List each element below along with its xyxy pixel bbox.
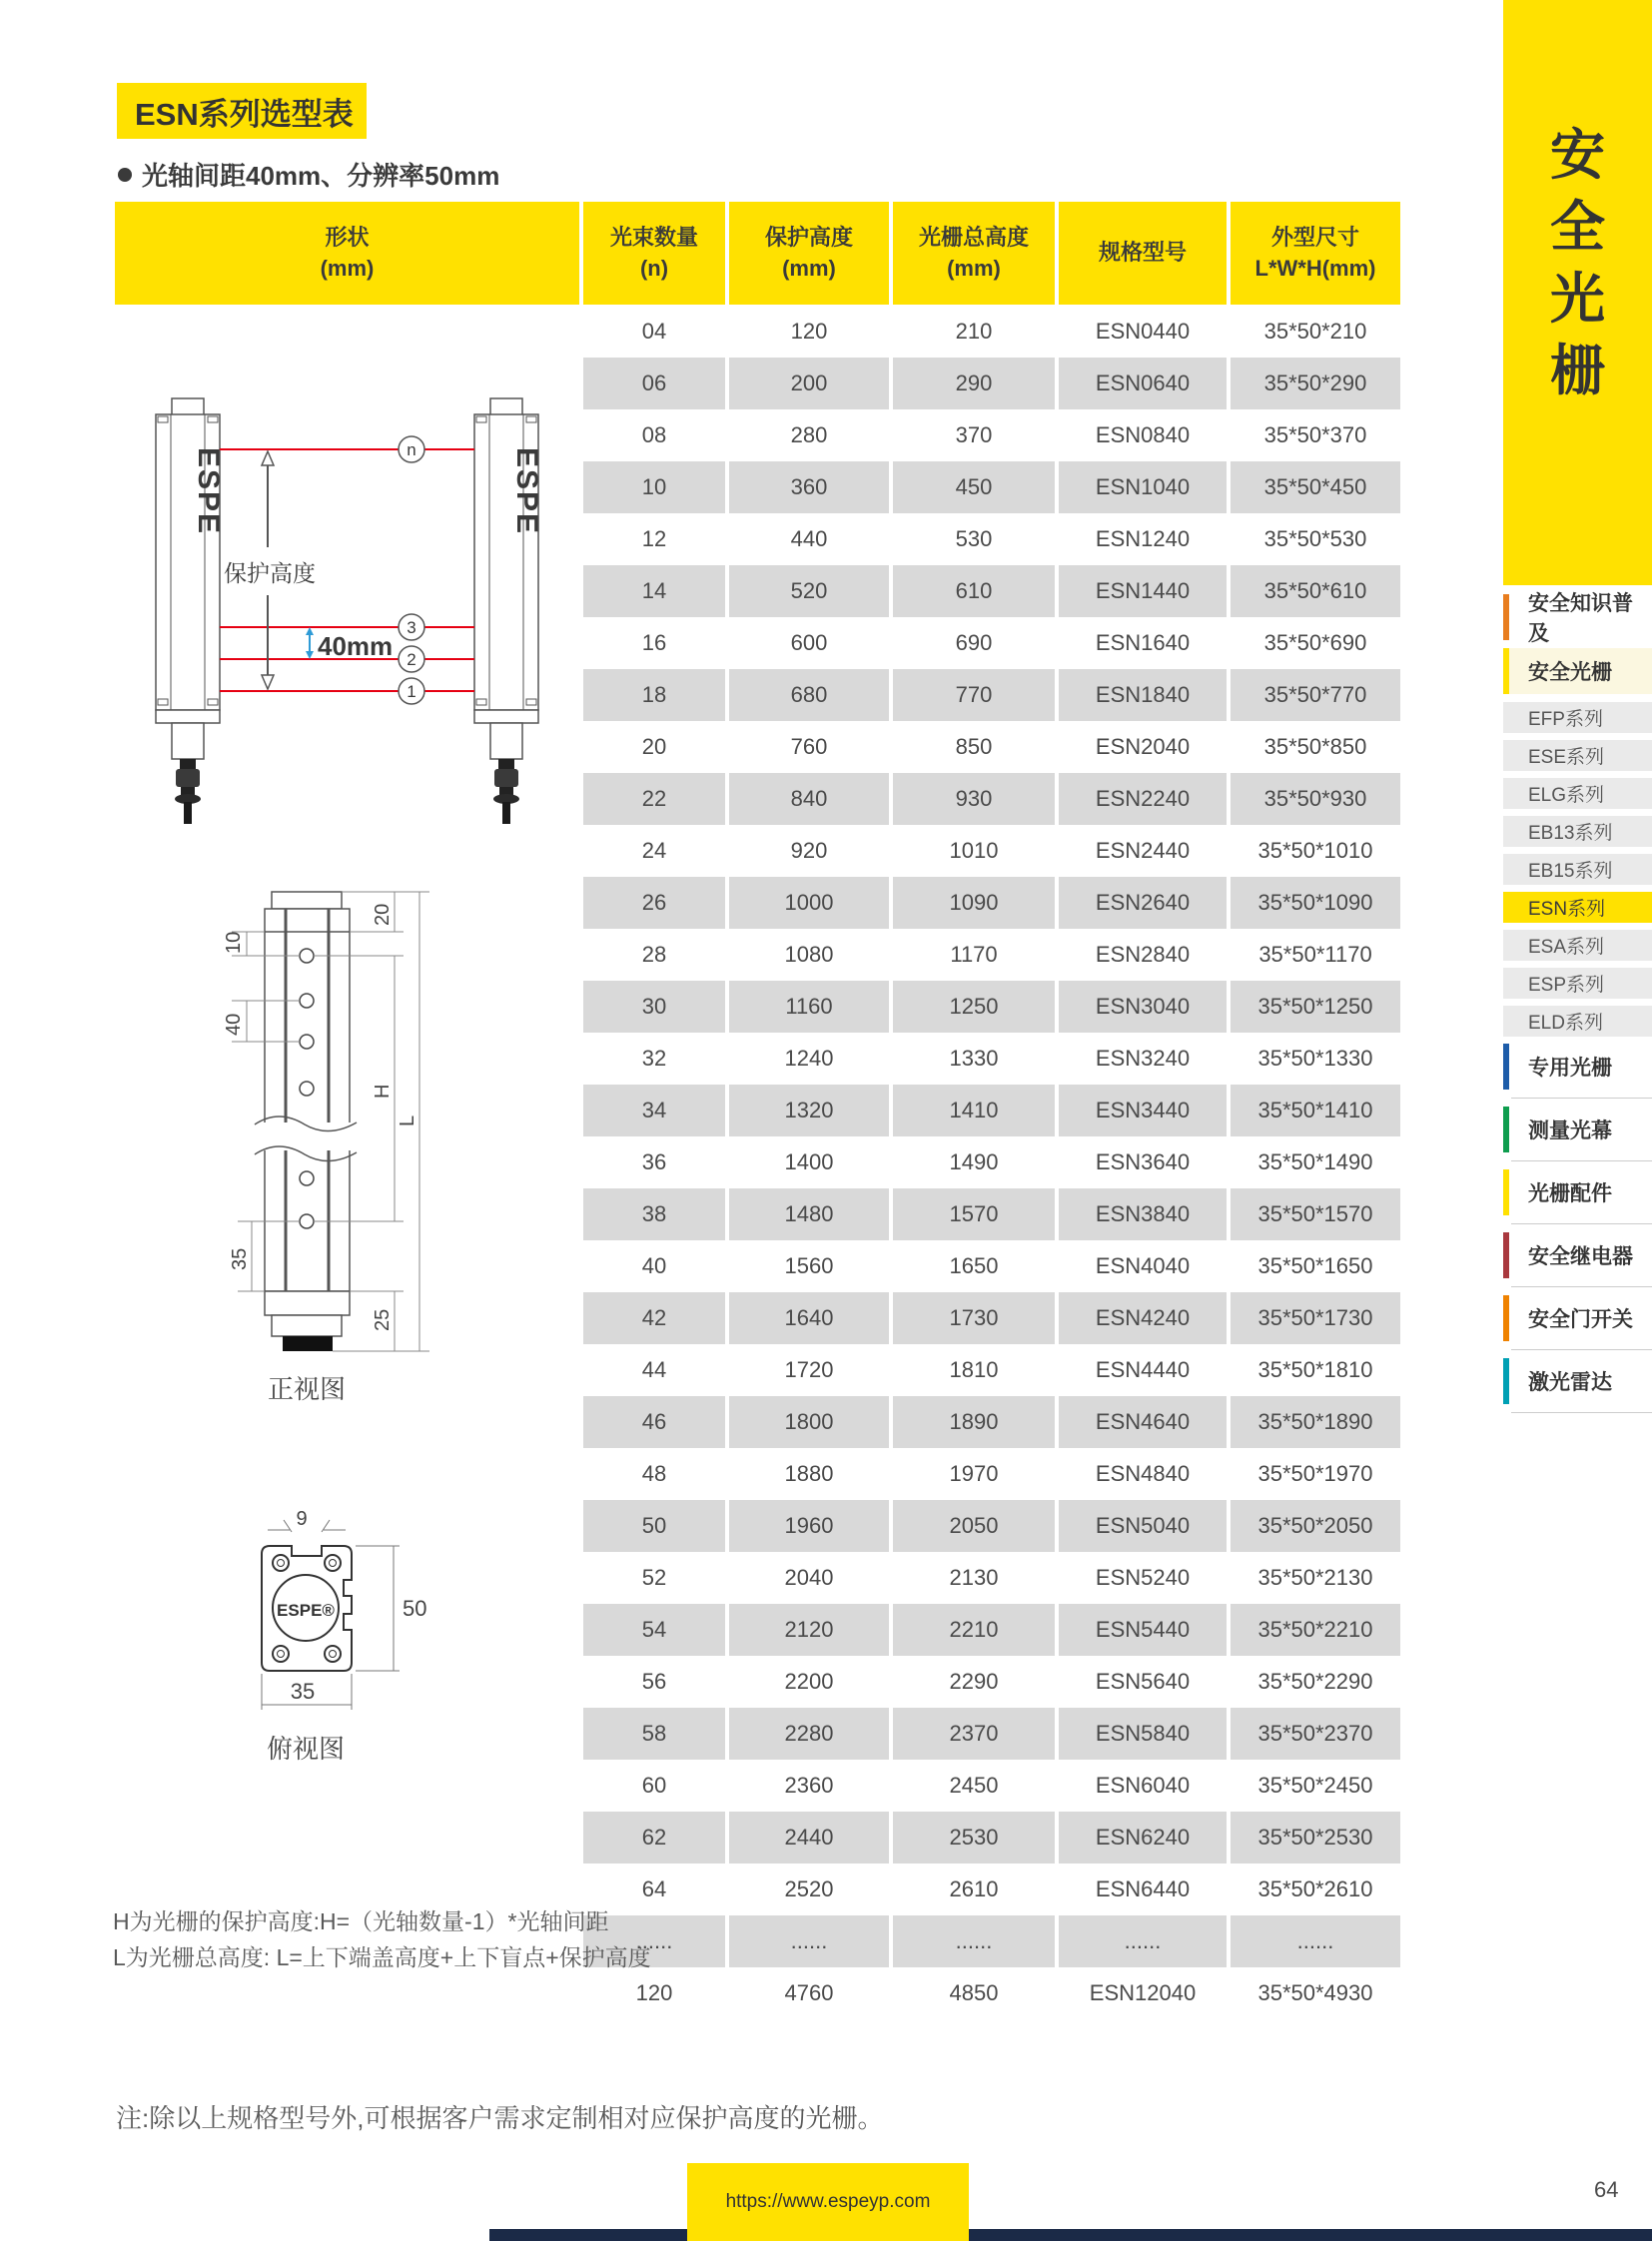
sidebar-item-激光雷达[interactable]	[1503, 1358, 1652, 1404]
table-cell: 840	[729, 773, 889, 825]
table-cell: ESN1040	[1059, 461, 1227, 513]
table-cell: 930	[893, 773, 1055, 825]
table-cell: 760	[729, 721, 889, 773]
table-cell: 52	[583, 1552, 725, 1604]
table-cell: 38	[583, 1188, 725, 1240]
table-cell: 1080	[729, 929, 889, 981]
table-cell: 04	[583, 306, 725, 358]
beam-circle-labels	[399, 436, 424, 704]
table-cell: 4850	[893, 1967, 1055, 2019]
table-cell: 370	[893, 409, 1055, 461]
table-cell: 30	[583, 981, 725, 1033]
table-cell: 35*50*1410	[1231, 1085, 1400, 1136]
table-cell: 48	[583, 1448, 725, 1500]
table-cell: 35*50*2130	[1231, 1552, 1400, 1604]
beam-label-3: 3	[407, 618, 416, 637]
front-view-label: 正视图	[267, 1374, 347, 1404]
table-cell: 16	[583, 617, 725, 669]
sidebar-divider	[1511, 1223, 1652, 1224]
table-cell: ESN4840	[1059, 1448, 1227, 1500]
table-cell: 14	[583, 565, 725, 617]
table-cell: 35*50*210	[1231, 306, 1400, 358]
table-cell: 2130	[893, 1552, 1055, 1604]
table-cell: 1960	[729, 1500, 889, 1552]
table-header-col-1: 光束数量 (n)	[583, 202, 725, 305]
table-cell: ESN2240	[1059, 773, 1227, 825]
table-cell: ESN4240	[1059, 1292, 1227, 1344]
table-cell: 42	[583, 1292, 725, 1344]
sidebar-item-安全继电器[interactable]	[1503, 1232, 1652, 1278]
table-cell: 60	[583, 1760, 725, 1812]
table-cell: 54	[583, 1604, 725, 1656]
table-header-col-2: 保护高度 (mm)	[729, 202, 889, 305]
dim-40: 40	[223, 1013, 245, 1036]
dim-35: 35	[229, 1247, 251, 1270]
table-cell: 920	[729, 825, 889, 877]
table-cell: ESN3640	[1059, 1136, 1227, 1188]
table-cell: 35*50*530	[1231, 513, 1400, 565]
table-cell: 520	[729, 565, 889, 617]
table-cell: 1560	[729, 1240, 889, 1292]
table-cell: 2530	[893, 1812, 1055, 1864]
table-cell: ......	[1231, 1915, 1400, 1967]
sidebar-accent-bar	[1503, 1232, 1509, 1278]
sidebar-item-label: 激光雷达	[1528, 1371, 1612, 1394]
table-cell: 35*50*930	[1231, 773, 1400, 825]
dim-H: H	[372, 1084, 394, 1099]
table-cell: ESN4440	[1059, 1344, 1227, 1396]
table-cell: 35*50*2610	[1231, 1864, 1400, 1915]
sidebar-accent-bar	[1503, 1295, 1509, 1341]
table-cell: ESN1240	[1059, 513, 1227, 565]
top-view-logo: ESPE®	[277, 1601, 335, 1620]
table-header-col-3: 光栅总高度 (mm)	[893, 202, 1055, 305]
table-cell: ESN5640	[1059, 1656, 1227, 1708]
table-cell: ......	[729, 1915, 889, 1967]
table-cell: 35*50*450	[1231, 461, 1400, 513]
table-cell: 35*50*290	[1231, 358, 1400, 409]
table-cell: 2050	[893, 1500, 1055, 1552]
table-cell: ESN0440	[1059, 306, 1227, 358]
table-cell: ESN1440	[1059, 565, 1227, 617]
beam-label-n: n	[407, 440, 416, 459]
sidebar-item-label: 测量光幕	[1528, 1120, 1612, 1142]
table-cell: 1090	[893, 877, 1055, 929]
table-cell: 26	[583, 877, 725, 929]
table-cell: 290	[893, 358, 1055, 409]
table-cell: 2200	[729, 1656, 889, 1708]
sidebar-accent-bar	[1503, 648, 1509, 694]
sidebar-item-label: EB13系列	[1528, 823, 1613, 844]
table-cell: 28	[583, 929, 725, 981]
table-cell: 08	[583, 409, 725, 461]
sidebar-item-label: ESA系列	[1528, 937, 1605, 958]
table-cell: 850	[893, 721, 1055, 773]
footer-url-box	[687, 2163, 969, 2241]
sidebar-item-label: 安全光栅	[1528, 661, 1612, 684]
table-cell: 44	[583, 1344, 725, 1396]
table-cell: 22	[583, 773, 725, 825]
table-cell: 36	[583, 1136, 725, 1188]
beam-label-2: 2	[407, 650, 416, 669]
sidebar-accent-bar	[1503, 594, 1509, 640]
table-cell: 35*50*2290	[1231, 1656, 1400, 1708]
sidebar-divider	[1511, 1098, 1652, 1099]
beam-label-1: 1	[407, 682, 416, 701]
table-cell: 35*50*2370	[1231, 1708, 1400, 1760]
table-cell: ESN2840	[1059, 929, 1227, 981]
table-cell: 1890	[893, 1396, 1055, 1448]
table-cell: 1320	[729, 1085, 889, 1136]
sidebar-item-label: ESP系列	[1528, 975, 1605, 996]
bottom-note: 注:除以上规格型号外,可根据客户需求定制相对应保护高度的光栅。	[116, 2103, 884, 2133]
table-cell: ESN6240	[1059, 1812, 1227, 1864]
table-cell: 18	[583, 669, 725, 721]
table-cell: 35*50*850	[1231, 721, 1400, 773]
sidebar-item-专用光栅[interactable]	[1503, 1044, 1652, 1090]
table-cell: ......	[583, 1915, 725, 1967]
sidebar-item-EB15系列[interactable]	[1503, 854, 1652, 885]
subtitle-bullet-line	[118, 156, 499, 193]
table-cell: 1240	[729, 1033, 889, 1085]
sidebar-item-ELD系列[interactable]	[1503, 1006, 1652, 1037]
dim-10: 10	[223, 931, 245, 954]
table-cell: 450	[893, 461, 1055, 513]
dim-25: 25	[372, 1308, 394, 1331]
sidebar-item-ESA系列[interactable]	[1503, 930, 1652, 961]
sidebar-item-label: 安全继电器	[1528, 1245, 1633, 1268]
table-cell: 530	[893, 513, 1055, 565]
sidebar-item-安全知识普及[interactable]	[1503, 592, 1652, 645]
table-cell: 1250	[893, 981, 1055, 1033]
sidebar-item-EFP系列[interactable]	[1503, 702, 1652, 733]
table-cell: 770	[893, 669, 1055, 721]
table-cell: 62	[583, 1812, 725, 1864]
table-cell: ESN4040	[1059, 1240, 1227, 1292]
table-cell: 10	[583, 461, 725, 513]
table-cell: 280	[729, 409, 889, 461]
table-cell: 40	[583, 1240, 725, 1292]
subtitle-text: 光轴间距40mm、分辨率50mm	[142, 161, 500, 191]
table-cell: ......	[893, 1915, 1055, 1967]
sidebar-item-label: ELG系列	[1528, 785, 1605, 806]
table-cell: 35*50*370	[1231, 409, 1400, 461]
sidebar-banner	[1503, 0, 1652, 585]
table-cell: 35*50*1650	[1231, 1240, 1400, 1292]
table-cell: 1330	[893, 1033, 1055, 1085]
page-title-text: ESN系列选型表	[135, 96, 354, 132]
table-cell: ESN1640	[1059, 617, 1227, 669]
sidebar-item-label: 光栅配件	[1528, 1182, 1612, 1205]
table-cell: 1640	[729, 1292, 889, 1344]
sidebar-item-ESN系列[interactable]	[1503, 892, 1652, 923]
table-cell: 2120	[729, 1604, 889, 1656]
beam-diagram	[90, 389, 559, 869]
note-h: H为光栅的保护高度:H=（光轴数量-1）*光轴间距	[113, 1908, 609, 1934]
dim-L: L	[397, 1115, 418, 1126]
table-cell: 4760	[729, 1967, 889, 2019]
table-cell: ESN5440	[1059, 1604, 1227, 1656]
table-cell: 35*50*1330	[1231, 1033, 1400, 1085]
table-cell: 35*50*1730	[1231, 1292, 1400, 1344]
sidebar-banner-char: 栅	[1549, 340, 1605, 401]
table-cell: ESN5240	[1059, 1552, 1227, 1604]
table-cell: 2210	[893, 1604, 1055, 1656]
table-cell: ESN0840	[1059, 409, 1227, 461]
table-cell: 35*50*1970	[1231, 1448, 1400, 1500]
table-cell: ESN4640	[1059, 1396, 1227, 1448]
dim-50: 50	[403, 1596, 427, 1621]
table-cell: 2370	[893, 1708, 1055, 1760]
table-cell: 2360	[729, 1760, 889, 1812]
table-cell: 50	[583, 1500, 725, 1552]
table-cell: 35*50*1250	[1231, 981, 1400, 1033]
table-cell: 680	[729, 669, 889, 721]
table-cell: 35*50*1490	[1231, 1136, 1400, 1188]
table-cell: 12	[583, 513, 725, 565]
sidebar-item-label: EFP系列	[1528, 709, 1603, 730]
table-header-col-5: 外型尺寸 L*W*H(mm)	[1231, 202, 1400, 305]
table-cell: 35*50*1810	[1231, 1344, 1400, 1396]
dim-35-top-view: 35	[290, 1679, 316, 1704]
sidebar-item-安全光栅[interactable]	[1503, 648, 1652, 694]
front-view-diagram	[200, 884, 439, 1408]
table-cell: 1490	[893, 1136, 1055, 1188]
top-view-label: 俯视图	[266, 1734, 346, 1764]
sidebar-accent-bar	[1503, 1044, 1509, 1090]
bullet-dot-icon	[118, 168, 132, 182]
table-cell: 1810	[893, 1344, 1055, 1396]
table-cell: 2610	[893, 1864, 1055, 1915]
table-cell: 35*50*2530	[1231, 1812, 1400, 1864]
note-l: L为光栅总高度: L=上下端盖高度+上下盲点+保护高度	[113, 1944, 651, 1970]
sidebar-banner-char: 全	[1549, 196, 1605, 258]
sidebar-item-ESE系列[interactable]	[1503, 740, 1652, 771]
table-cell: ESN2640	[1059, 877, 1227, 929]
sidebar-divider	[1511, 1349, 1652, 1350]
table-cell: 35*50*690	[1231, 617, 1400, 669]
table-cell: 35*50*1170	[1231, 929, 1400, 981]
table-cell: ESN1840	[1059, 669, 1227, 721]
pitch-dimension	[306, 627, 314, 659]
table-cell: ESN3840	[1059, 1188, 1227, 1240]
table-cell: 20	[583, 721, 725, 773]
table-cell: 1400	[729, 1136, 889, 1188]
table-cell: 610	[893, 565, 1055, 617]
table-cell: 2450	[893, 1760, 1055, 1812]
sidebar-accent-bar	[1503, 1358, 1509, 1404]
table-cell: 35*50*770	[1231, 669, 1400, 721]
table-cell: 210	[893, 306, 1055, 358]
pitch-label: 40mm	[318, 631, 394, 661]
table-cell: 1970	[893, 1448, 1055, 1500]
table-cell: 600	[729, 617, 889, 669]
table-cell: 46	[583, 1396, 725, 1448]
table-cell: ......	[1059, 1915, 1227, 1967]
table-cell: 35*50*610	[1231, 565, 1400, 617]
table-cell: 35*50*2210	[1231, 1604, 1400, 1656]
table-cell: 56	[583, 1656, 725, 1708]
sidebar-banner-char: 光	[1549, 268, 1605, 330]
dim-20: 20	[372, 903, 394, 926]
table-cell: 35*50*1890	[1231, 1396, 1400, 1448]
table-cell: 1480	[729, 1188, 889, 1240]
table-cell: 35*50*2050	[1231, 1500, 1400, 1552]
sidebar-accent-bar	[1503, 1169, 1509, 1215]
table-cell: 58	[583, 1708, 725, 1760]
table-cell: 24	[583, 825, 725, 877]
table-cell: 1160	[729, 981, 889, 1033]
sidebar-item-安全门开关[interactable]	[1503, 1295, 1652, 1341]
footer-bar	[489, 2229, 1652, 2241]
table-cell: 120	[729, 306, 889, 358]
table-cell: ESN3440	[1059, 1085, 1227, 1136]
table-cell: 34	[583, 1085, 725, 1136]
table-header-col-0: 形状 (mm)	[115, 202, 579, 305]
table-cell: 35*50*1090	[1231, 877, 1400, 929]
protection-height-label: 保护高度	[224, 560, 316, 586]
table-cell: 690	[893, 617, 1055, 669]
sidebar-item-label: ESE系列	[1528, 747, 1605, 768]
sidebar-item-label: 安全知识普及	[1528, 592, 1633, 645]
table-cell: 1730	[893, 1292, 1055, 1344]
table-cell: 440	[729, 513, 889, 565]
table-cell: ESN2040	[1059, 721, 1227, 773]
table-cell: 2520	[729, 1864, 889, 1915]
table-cell: ESN12040	[1059, 1967, 1227, 2019]
table-cell: 35*50*2450	[1231, 1760, 1400, 1812]
table-cell: 1570	[893, 1188, 1055, 1240]
table-cell: 2440	[729, 1812, 889, 1864]
table-cell: 35*50*4930	[1231, 1967, 1400, 2019]
table-cell: ESN6440	[1059, 1864, 1227, 1915]
sidebar-item-ESP系列[interactable]	[1503, 968, 1652, 999]
table-cell: 35*50*1570	[1231, 1188, 1400, 1240]
sidebar-menu	[1503, 594, 1652, 1421]
table-cell: 1800	[729, 1396, 889, 1448]
sidebar-item-光栅配件[interactable]	[1503, 1169, 1652, 1215]
table-cell: 1010	[893, 825, 1055, 877]
table-cell: 360	[729, 461, 889, 513]
page-title	[117, 83, 367, 139]
table-cell: 2290	[893, 1656, 1055, 1708]
sidebar-accent-bar	[1503, 1107, 1509, 1152]
sidebar-item-label: ELD系列	[1528, 1013, 1603, 1034]
table-cell: 32	[583, 1033, 725, 1085]
table-cell: ESN5840	[1059, 1708, 1227, 1760]
table-cell: 64	[583, 1864, 725, 1915]
sidebar-item-label: 安全门开关	[1528, 1308, 1633, 1331]
page-number: 64	[1594, 2177, 1619, 2202]
table-cell: 200	[729, 358, 889, 409]
table-cell: 06	[583, 358, 725, 409]
footer-url[interactable]: https://www.espeyp.com	[725, 2191, 931, 2212]
table-cell: ESN6040	[1059, 1760, 1227, 1812]
table-cell: ESN3240	[1059, 1033, 1227, 1085]
table-cell: 1000	[729, 877, 889, 929]
table-cell: 2040	[729, 1552, 889, 1604]
sidebar-item-ELG系列[interactable]	[1503, 778, 1652, 809]
dim-9: 9	[296, 1508, 308, 1530]
table-cell: 1410	[893, 1085, 1055, 1136]
sidebar-banner-char: 安	[1549, 124, 1605, 186]
table-cell: ESN3040	[1059, 981, 1227, 1033]
sidebar-item-测量光幕[interactable]	[1503, 1107, 1652, 1152]
table-cell: 1170	[893, 929, 1055, 981]
sidebar-divider	[1511, 1160, 1652, 1161]
sidebar-item-label: EB15系列	[1528, 861, 1613, 882]
table-cell: 1880	[729, 1448, 889, 1500]
top-view-diagram	[250, 1508, 429, 1768]
sidebar-item-EB13系列[interactable]	[1503, 816, 1652, 847]
table-cell: ESN5040	[1059, 1500, 1227, 1552]
sidebar-item-label: ESN系列	[1528, 899, 1606, 920]
sidebar-divider	[1511, 1412, 1652, 1413]
table-cell: ESN0640	[1059, 358, 1227, 409]
table-cell: 1720	[729, 1344, 889, 1396]
table-cell: ESN2440	[1059, 825, 1227, 877]
table-cell: 120	[583, 1967, 725, 2019]
table-cell: 1650	[893, 1240, 1055, 1292]
sidebar-item-label: 专用光栅	[1528, 1057, 1612, 1080]
table-header-col-4: 规格型号	[1059, 202, 1227, 305]
table-cell: 35*50*1010	[1231, 825, 1400, 877]
table-cell: 2280	[729, 1708, 889, 1760]
sidebar-divider	[1511, 1286, 1652, 1287]
